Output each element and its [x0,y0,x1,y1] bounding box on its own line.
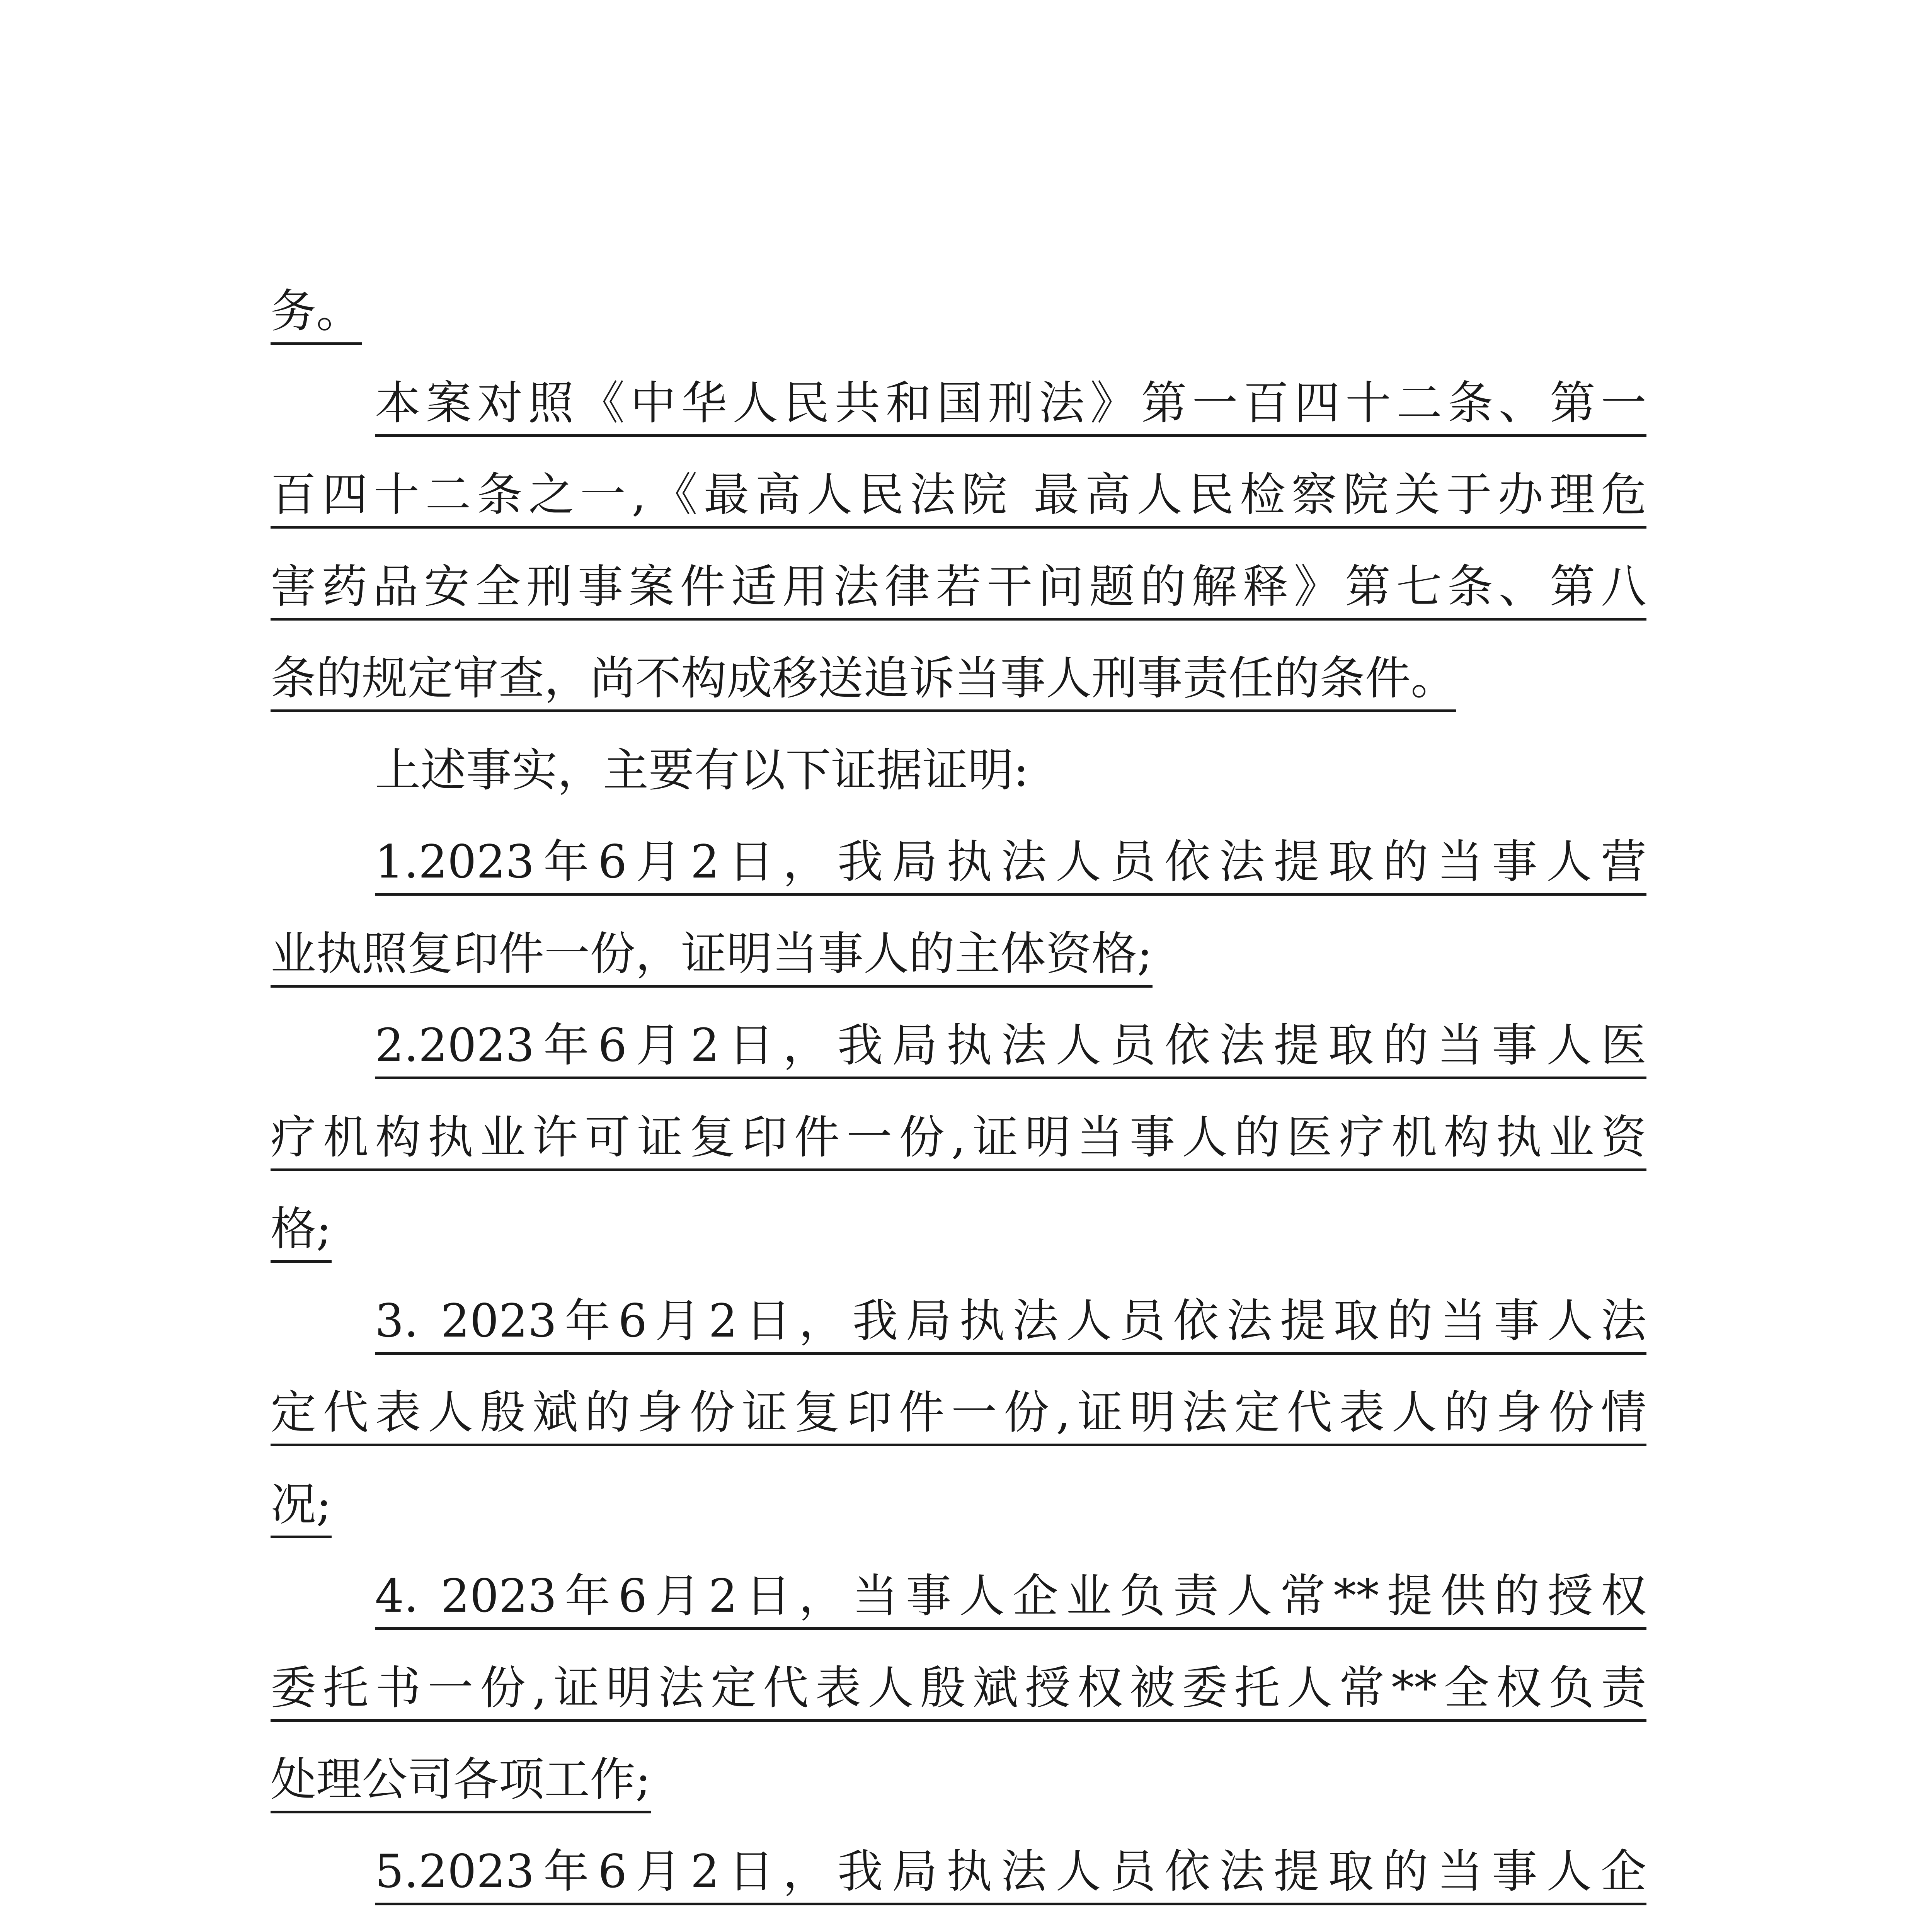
text-line-content: 1.2023年6月2日，我局执法人员依法提取的当事人营 [375,833,1646,896]
text-line-content: 5.2023年6月2日，我局执法人员依法提取的当事人企 [375,1842,1646,1905]
text-line-content: 百四十二条之一,《最高人民法院 最高人民检察院关于办理危 [271,466,1646,529]
text-line [271,1643,1646,1732]
text-line [271,1460,332,1549]
text-line [375,817,1646,906]
text-line [375,1001,1646,1090]
text-line [271,1093,1646,1182]
text-line-content: 委托书一份,证明法定代表人殷斌授权被委托人常**全权负责 [271,1659,1646,1722]
text-line-content: 本案对照《中华人民共和国刑法》第一百四十二条、第一 [375,374,1646,437]
text-line [375,1276,1646,1365]
text-line [271,267,362,355]
text-line-content: 条的规定审查，尚不构成移送追诉当事人刑事责任的条件。 [271,649,1456,712]
text-line-content: 定代表人殷斌的身份证复印件一份,证明法定代表人的身份情 [271,1383,1646,1446]
text-line-content: 处理公司各项工作; [271,1750,651,1813]
text-line [271,450,1646,539]
text-line-content: 2.2023年6月2日，我局执法人员依法提取的当事人医 [375,1016,1646,1079]
text-line [375,359,1646,447]
text-line [271,1918,1646,1932]
text-line [375,726,1029,815]
text-line-content: 疗机构执业许可证复印件一份,证明当事人的医疗机构执业资 [271,1108,1646,1171]
text-line [271,1368,1646,1457]
text-line-content: 况; [271,1475,332,1538]
text-line [271,634,1456,723]
text-line [271,1735,651,1824]
text-line-content: 4. 2023年6月2日，当事人企业负责人常**提供的授权 [375,1567,1646,1630]
text-line-content: 业执照复印件一份，证明当事人的主体资格; [271,925,1153,988]
text-line-content: 务。 [271,282,362,345]
text-line-content: 格; [271,1200,332,1263]
text-line [375,1827,1646,1916]
text-line [375,1551,1646,1640]
text-line [271,909,1153,998]
text-line-content: 3. 2023年6月2日，我局执法人员依法提取的当事人法 [375,1292,1646,1355]
text-line-content: 上述事实，主要有以下证据证明: [375,743,1029,797]
text-line [271,1184,332,1273]
text-line-content: 害药品安全刑事案件适用法律若干问题的解释》第七条、第八 [271,558,1646,621]
text-line [271,542,1646,631]
